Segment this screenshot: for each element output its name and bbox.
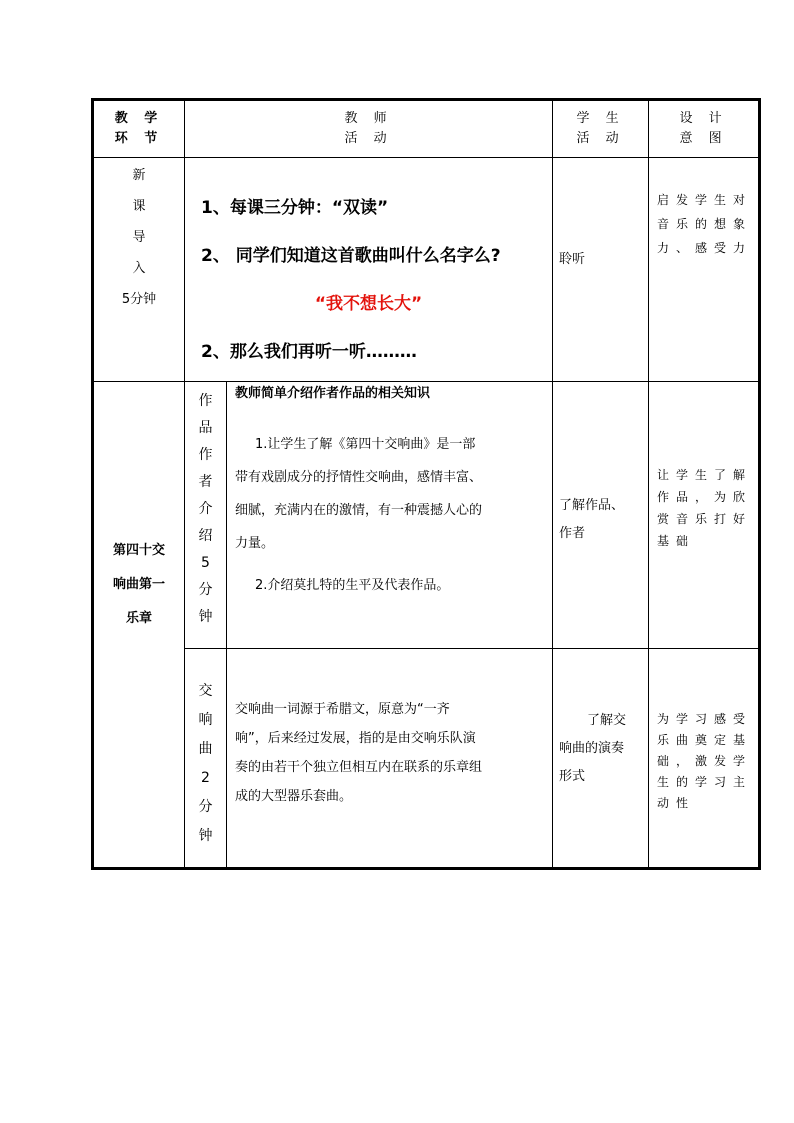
- intro-line-2: 2、 同学们知道这首歌曲叫什么名字么?: [201, 246, 501, 267]
- table-row-intro: [93, 158, 760, 382]
- intro-stage-cell: 新 课 导 入 5分钟: [93, 158, 185, 382]
- table-row-work-intro: [93, 382, 760, 648]
- intro-line-3: 2、那么我们再听一听………: [201, 342, 417, 363]
- intro-teacher-cell: [185, 158, 553, 382]
- song-title: “我不想长大”: [314, 294, 423, 315]
- lesson-plan-table: [91, 98, 761, 870]
- intro-intent-cell: 启发学生对 音乐的想象 力、感受力: [649, 158, 760, 382]
- header-student-activity: 学 生 活 动: [553, 100, 649, 158]
- symphony-intent-cell: 为学习感受 乐曲奠定基 础，激发学 生的学习主 动性: [649, 648, 760, 868]
- work-intro-para-1: 1.让学生了解《第四十交响曲》是一部 带有戏剧成分的抒情性交响曲，感情丰富、 细腻，充满内在的激情，有一种震撼人心的 力量。: [235, 437, 483, 552]
- work-intro-sub-cell: 作 品 作 者 介 绍 5 分 钟: [185, 382, 227, 648]
- intro-student-cell: [553, 158, 649, 382]
- header-teacher-activity: 教 师 活 动: [185, 100, 553, 158]
- section-40th-symphony-cell: 第四十交 响曲第一 乐章: [93, 382, 185, 869]
- intro-line-1: 1、每课三分钟：“双读”: [201, 198, 389, 219]
- symphony-sub-cell: 交 响 曲 2 分 钟: [185, 648, 227, 868]
- table-row-symphony: [93, 648, 760, 868]
- work-intro-title: 教师简单介绍作者作品的相关知识: [235, 386, 431, 402]
- symphony-student-cell: 了解交 响曲的演奏 形式: [553, 648, 649, 868]
- work-intro-para-2: 2.介绍莫扎特的生平及代表作品。: [255, 578, 450, 594]
- table-header-row: [93, 100, 760, 158]
- header-design-intent: 设 计 意 图: [649, 100, 760, 158]
- work-intro-student-cell: 了解作品、 作者: [553, 382, 649, 648]
- work-intro-intent-cell: 让学生了解 作品，为欣 赏音乐打好 基础: [649, 382, 760, 648]
- header-teaching-stage: 教 学 环 节: [93, 100, 185, 158]
- work-intro-teacher-cell: [227, 382, 553, 648]
- symphony-teacher-cell: 交响曲一词源于希腊文，原意为“一齐 响”，后来经过发展，指的是由交响乐队演 奏的由若干个独立但相互内在联系的乐章组 成的大型器乐套曲。: [227, 648, 553, 868]
- intro-student-text: 聆听: [559, 252, 586, 268]
